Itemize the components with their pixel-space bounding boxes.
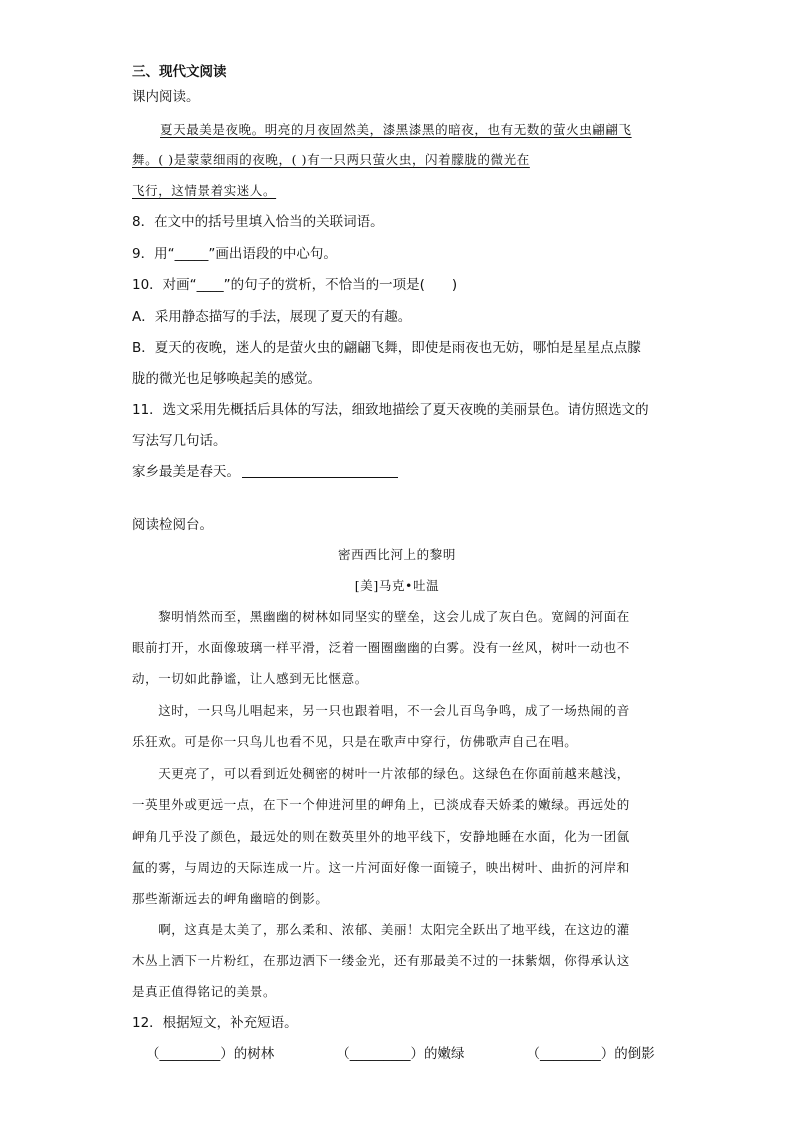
question-10-option-b-line-2: 胧的微光也足够唤起美的感觉。 [132, 371, 321, 387]
question-9: 9．用“_____”画出语段的中心句。 [132, 246, 337, 262]
question-10-option-b-line-1: B．夏天的夜晚，迷人的是萤火虫的翩翩飞舞，即使是雨夜也无妨，哪怕是星星点点朦 [132, 340, 641, 356]
question-12-blanks [146, 1044, 655, 1064]
section-heading: 三、现代文阅读 [132, 64, 227, 80]
question-11-answer [132, 462, 398, 482]
question-10: 10．对画“____”的句子的赏析，不恰当的一项是( ) [132, 277, 458, 293]
answer-blank[interactable] [242, 463, 398, 478]
question-8: 8．在文中的括号里填入恰当的关联词语。 [132, 214, 384, 230]
passage2-line: 氲的雾，与周边的天际连成一片。这一片河面好像一面镜子，映出树叶、曲折的河岸和 [132, 860, 630, 875]
question-11-prompt: 家乡最美是春天。 [132, 464, 240, 480]
passage2-line: 是真正值得铭记的美景。 [132, 984, 277, 999]
passage2-line: 黎明悄然而至，黑幽幽的树林如同坚实的壁垒，这会儿成了灰白色。宽阔的河面在 [132, 609, 630, 624]
phrase-blank-reflection[interactable]: （_________）的倒影 [526, 1046, 655, 1062]
part1-label: 课内阅读。 [132, 89, 200, 105]
passage2-title: 密西西比河上的黎明 [338, 547, 456, 562]
part2-label: 阅读检阅台。 [132, 517, 213, 533]
passage2-line: 那些渐渐远去的岬角幽暗的倒影。 [132, 891, 329, 906]
passage2-line: 啊，这真是太美了，那么柔和、浓郁、美丽！太阳完全跃出了地平线，在这边的灌 [132, 922, 630, 937]
question-11-line-2: 写法写几句话。 [132, 433, 227, 449]
passage2-line: 木丛上洒下一片粉红，在那边洒下一缕金光，还有那最美不过的一抹紫烟，你得承认这 [132, 953, 630, 968]
question-12: 12．根据短文，补充短语。 [132, 1015, 298, 1031]
phrase-blank-forest[interactable]: （_________）的树林 [146, 1046, 275, 1062]
passage1-line-2: 舞。( )是蒙蒙细雨的夜晚，( )有一只两只萤火虫，闪着朦胧的微光在 [132, 152, 530, 167]
passage2-line: 乐狂欢。可是你一只鸟儿也看不见，只是在歌声中穿行，仿佛歌声自己在唱。 [132, 734, 578, 749]
passage2-line: 这时，一只鸟儿唱起来，另一只也跟着唱，不一会儿百鸟争鸣，成了一场热闹的音 [132, 703, 630, 718]
passage1-line-1: 夏天最美是夜晚。明亮的月夜固然美，漆黑漆黑的暗夜，也有无数的萤火虫翩翩飞 [160, 122, 632, 137]
passage2-author: [美]马克•吐温 [354, 578, 440, 593]
question-10-option-a: A．采用静态描写的手法，展现了夏天的有趣。 [132, 309, 412, 325]
question-11-line-1: 11．选文采用先概括后具体的写法，细致地描绘了夏天夜晚的美丽景色。请仿照选文的 [132, 402, 649, 418]
passage2-line: 天更亮了，可以看到近处稠密的树叶一片浓郁的绿色。这绿色在你面前越来越浅， [132, 766, 630, 781]
passage2-line: 眼前打开，水面像玻璃一样平滑，泛着一圈圈幽幽的白雾。没有一丝风，树叶一动也不 [132, 640, 630, 655]
passage1-line-3: 飞行，这情景着实迷人。 [132, 183, 277, 198]
passage2-line: 岬角几乎没了颜色，最远处的则在数英里外的地平线下，安静地睡在水面，化为一团氤 [132, 829, 630, 844]
phrase-blank-green[interactable]: （_________）的嫩绿 [336, 1046, 465, 1062]
passage2-line: 一英里外或更远一点，在下一个伸进河里的岬角上，已淡成春天娇柔的嫩绿。再远处的 [132, 797, 630, 812]
passage2-line: 动，一切如此静谧，让人感到无比惬意。 [132, 671, 368, 686]
